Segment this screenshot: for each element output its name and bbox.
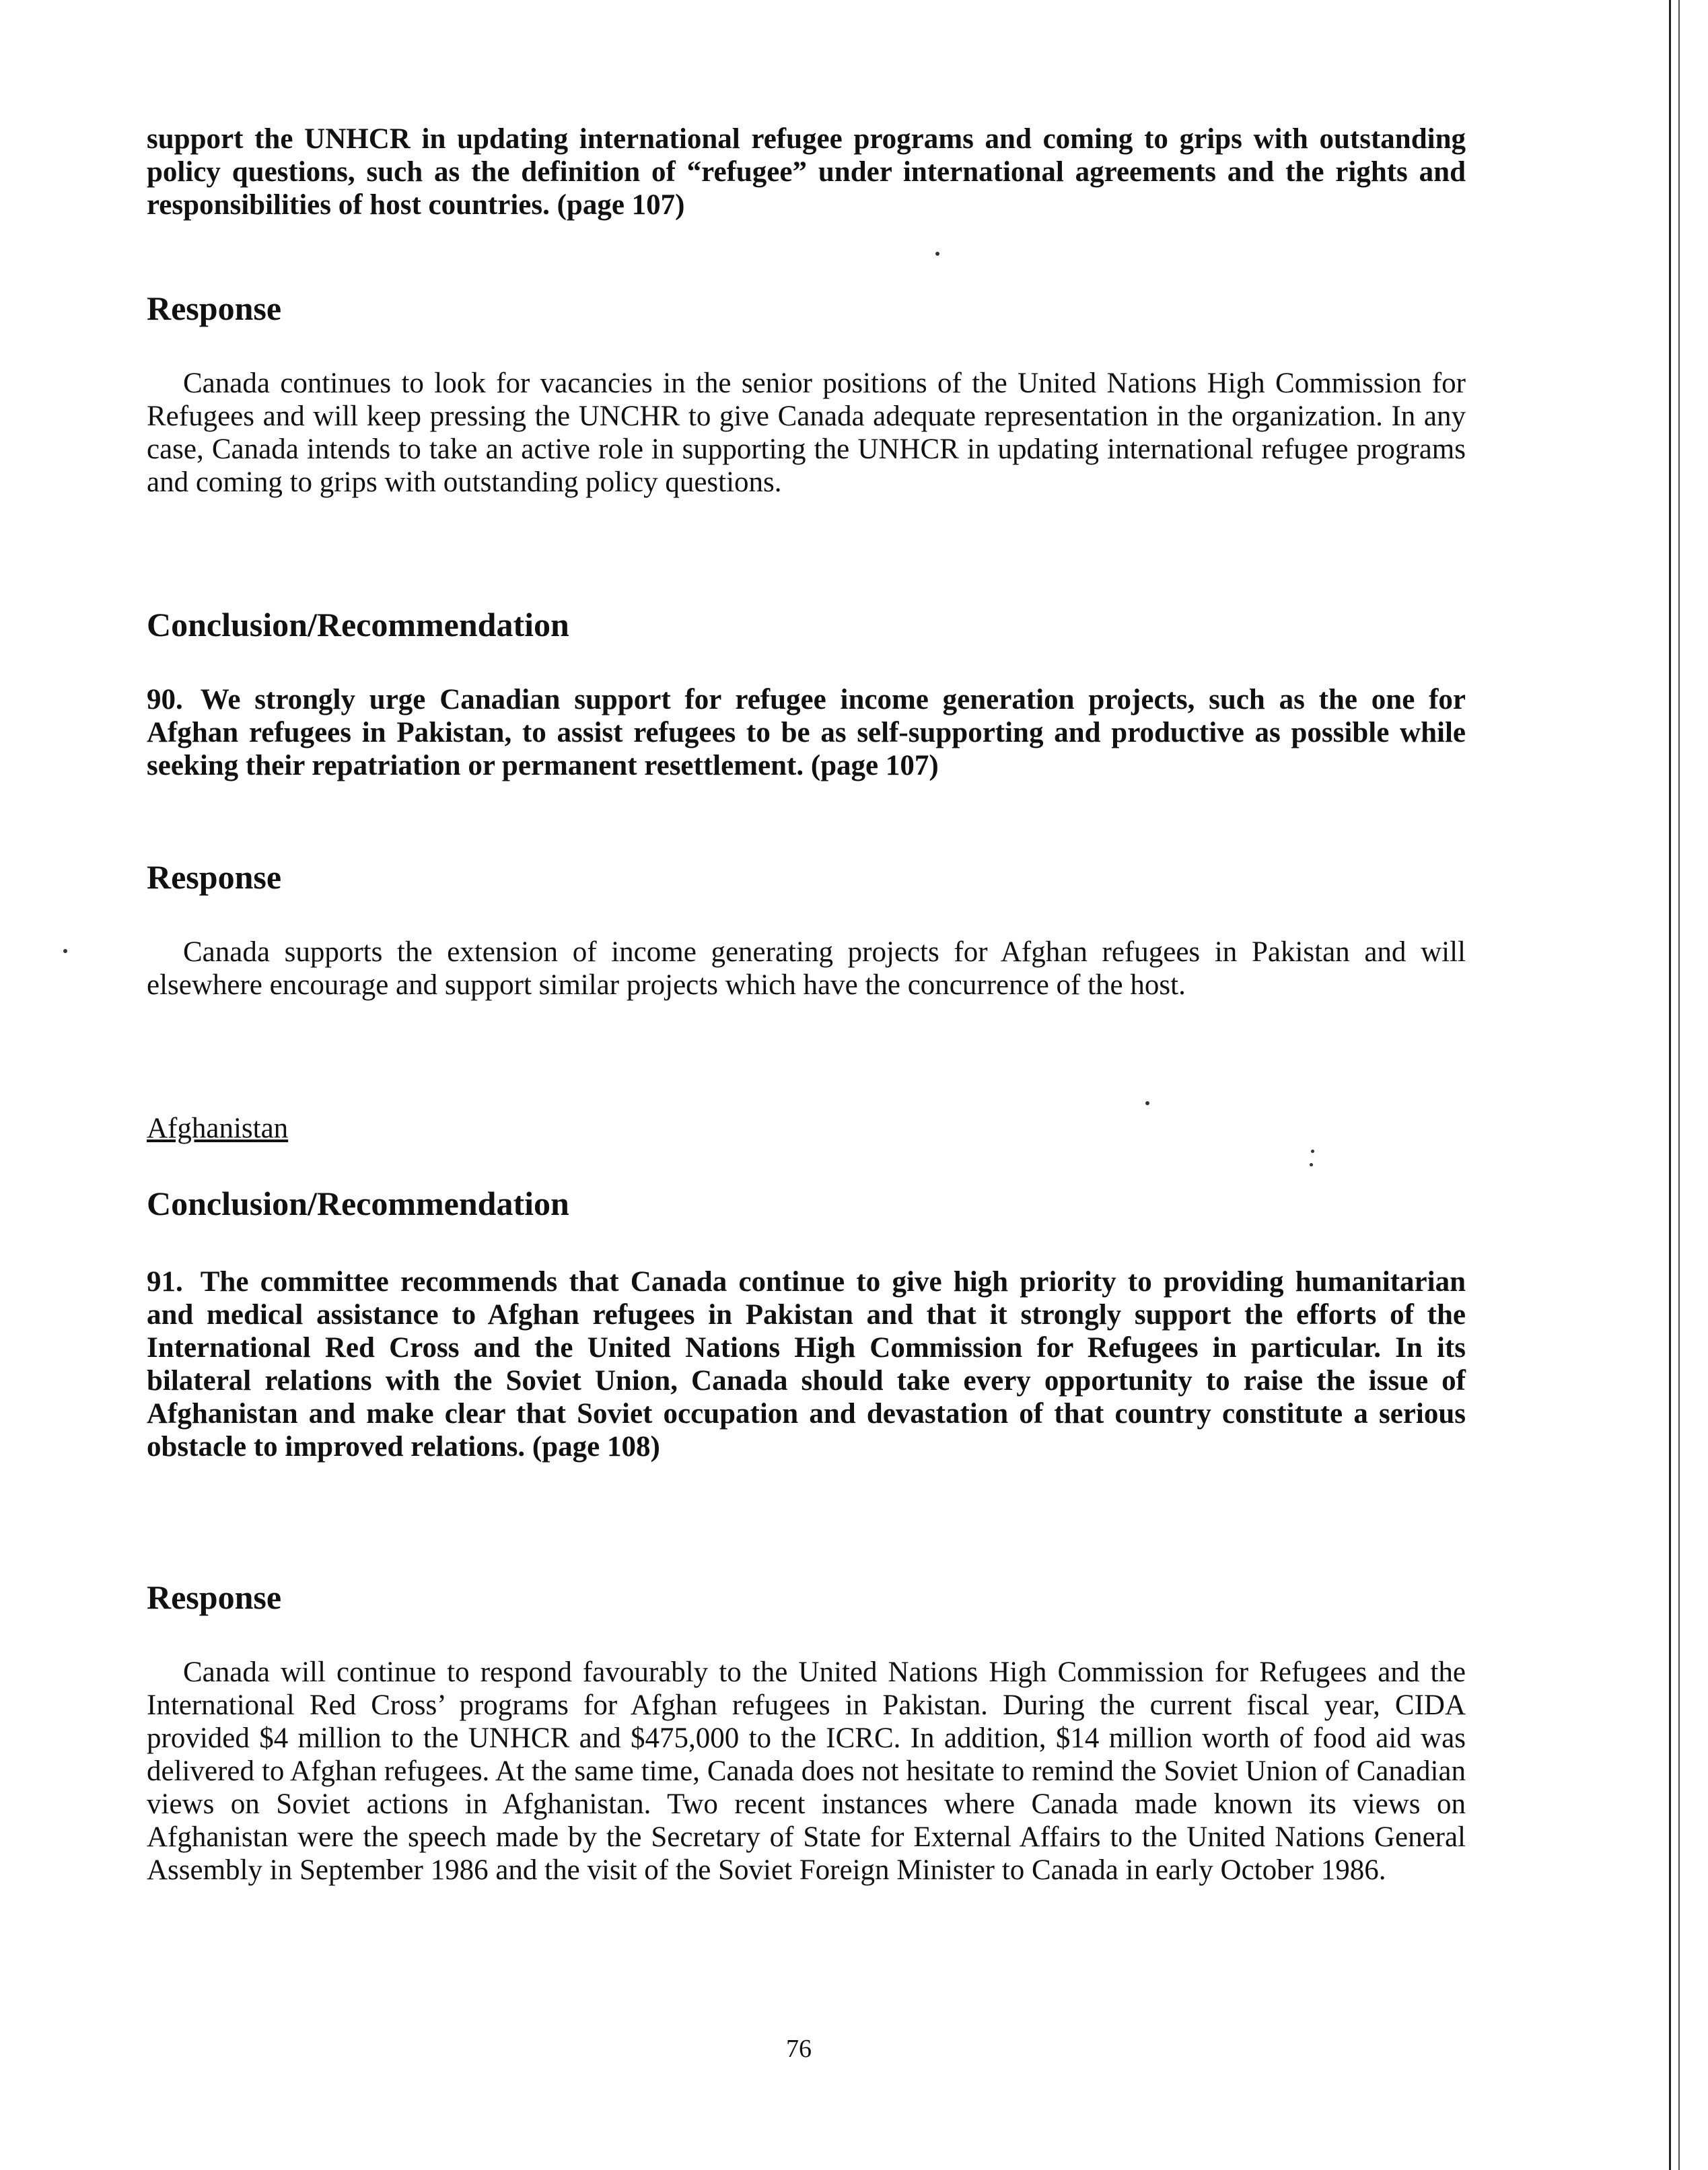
scan-speck [935,252,939,256]
recommendation-number: 90. [147,684,183,715]
response-heading: Response [147,858,282,896]
scan-edge-line [1678,0,1680,2170]
scan-speck [1311,1150,1314,1153]
recommendation-90 [147,683,1466,782]
scan-speck [63,949,67,953]
recommendation-text: We strongly urge Canadian support for refugee income generation projects, such as the one for Afghan refugees in Pakistan, to assist refugees to be as self-supporting and productive as possible while seeking their repatriation or permanent resettlement. (page 107) [147,684,1466,781]
response-heading: Response [147,1578,282,1616]
response-paragraph: Canada supports the extension of income generating projects for Afghan refugees in Pakistan and will elsewhere encourage and support similar projects which have the concurrence of the host. [147,936,1466,1001]
conclusion-recommendation-heading: Conclusion/Recommendation [147,1185,569,1222]
continued-recommendation-paragraph: support the UNHCR in updating international refugee programs and coming to grips with outstanding policy questions, such as the definition of “refugee” under international agreements and the rights and responsibilities of host countries. (page 107) [147,123,1466,221]
conclusion-recommendation-heading: Conclusion/Recommendation [147,606,569,643]
response-heading: Response [147,289,282,327]
response-paragraph: Canada continues to look for vacancies in the senior positions of the United Nations High Commission for Refugees and will keep pressing the UNCHR to give Canada adequate representation in the organization. In any case, Canada intends to take an active role in supporting the UNHCR in updating international refugee programs and coming to grips with outstanding policy questions. [147,368,1466,498]
recommendation-number: 91. [147,1266,183,1298]
recommendation-text: The committee recommends that Canada continue to give high priority to providing humanitarian and medical assistance to Afghan refugees in Pakistan and that it strongly support the efforts of the International Red Cross and the United Nations High Commission for Refugees in particular. In its bilateral relations with the Soviet Union, Canada should take every opportunity to raise the issue of Afghanistan and make clear that Soviet occupation and devastation of that country constitute a serious obstacle to improved relations. (page 108) [147,1266,1466,1463]
response-paragraph: Canada will continue to respond favourably to the United Nations High Commission for Refugees and the International Red Cross’ programs for Afghan refugees in Pakistan. During the current fiscal year, CIDA provided $4 million to the UNHCR and $475,000 to the ICRC. In addition, $14 million worth of food aid was delivered to Afghan refugees. At the same time, Canada does not hesitate to remind the Soviet Union of Canadian views on Soviet actions in Afghanistan. Two recent instances where Canada made known its views on Afghanistan were the speech made by the Secretary of State for External Affairs to the United Nations General Assembly in September 1986 and the visit of the Soviet Foreign Minister to Canada in early October 1986. [147,1656,1466,1886]
scan-speck [1310,1163,1313,1166]
recommendation-91 [147,1265,1466,1463]
page-number: 76 [786,2035,812,2063]
scan-speck [1145,1101,1149,1105]
section-title-afghanistan: Afghanistan [147,1113,289,1144]
scan-edge-line [1669,0,1671,2170]
